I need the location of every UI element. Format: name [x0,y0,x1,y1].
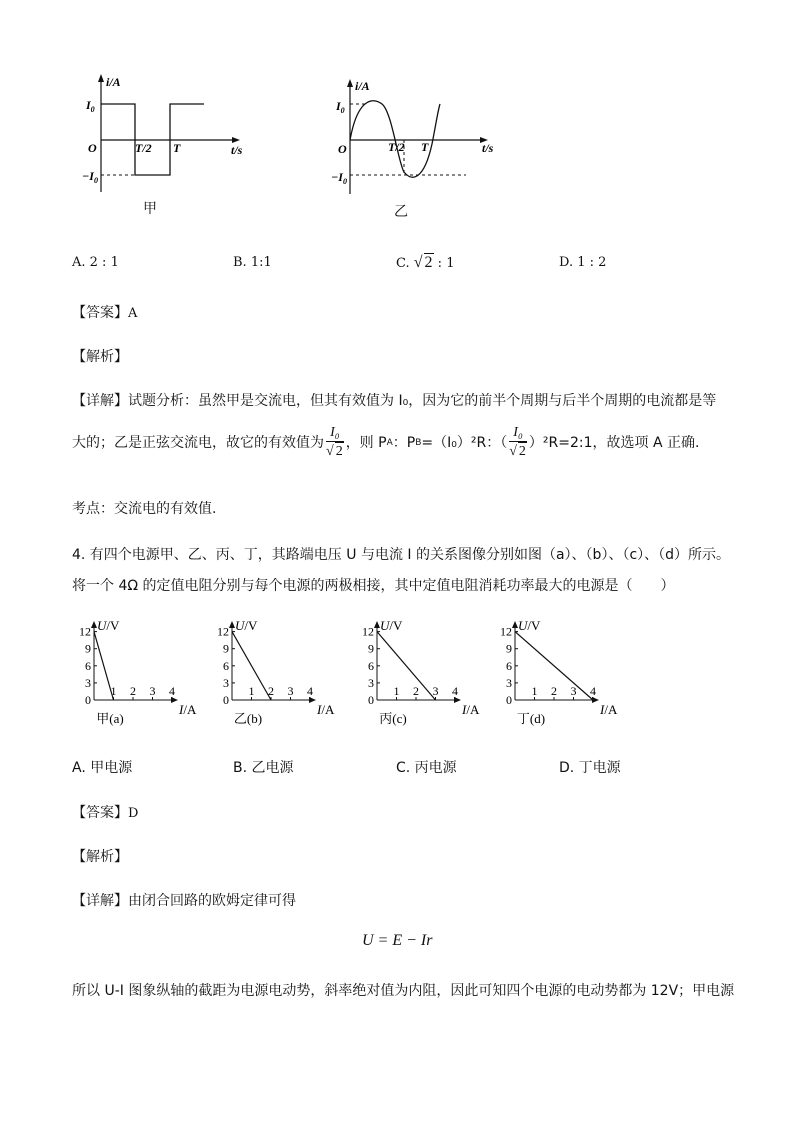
y-axis-label: i/A [106,75,121,89]
x-axis-label: I/A [600,702,618,717]
x-tick-label: 1 [531,684,538,698]
y-axis-arrow [98,74,104,82]
q3-analysis-tag: 【解析】 [72,349,128,365]
origin-label: O [88,141,97,155]
q4-option-b[interactable]: B. 乙电源 [233,760,294,776]
y-tick-label: 9 [506,641,512,656]
q3-option-b[interactable]: B. 1:1 [233,255,272,270]
chart-caption: 丙(c) [379,711,407,726]
x-tick-label: 4 [169,684,175,698]
q4-option-a[interactable]: A. 甲电源 [72,760,133,776]
y-tick-label: 3 [85,675,91,690]
x-tick-label: 4 [307,684,313,698]
chart-caption: 丁(d) [516,711,546,726]
chart-caption: 甲(a) [96,711,124,726]
ui-chart-1 [72,618,212,730]
origin-label: 0 [368,693,374,707]
x-axis-label: t/s [482,141,494,155]
origin-label: 0 [223,693,229,707]
fraction-i0-sqrt2: $\frac{\text{I₀}}{√ 2}$ [326,425,343,459]
y-tick-label: 12 [79,624,91,639]
y-tick-label: 12 [217,624,229,639]
origin-label: 0 [85,693,91,707]
q3-option-d[interactable]: D. 1 : 2 [559,255,607,270]
y-tick-label: 3 [368,675,374,690]
x-tick-label: 2 [268,684,274,698]
x-tick-label: 3 [287,684,294,698]
x-tick-label: 4 [590,684,596,698]
q4-stem-line1: 4. 有四个电源甲、乙、丙、丁，其路端电压 U 与电流 I 的关系图像分别如图（a）、（b）、（c）、（d）所示。 [72,547,731,563]
x-tick-label: 1 [393,684,400,698]
neg-i0-label: $-I_0$ [82,169,98,185]
x-tick-label: 1 [110,684,117,698]
x-tick-label: 3 [432,684,439,698]
x-tick-label: 2 [413,684,419,698]
q3-kaodian: 考点：交流电的有效值. [72,501,217,517]
y-tick-label: 12 [500,624,512,639]
x-tick-label: 1 [248,684,255,698]
x-tick-label: 2 [130,684,136,698]
q3-option-c[interactable]: C. √ 2 : 1 [396,254,455,271]
q4-option-d[interactable]: D. 丁电源 [559,760,621,776]
q3-answer: 【答案】A [72,305,138,321]
x-tick-label: 3 [149,684,156,698]
ui-chart-4 [493,618,633,730]
x-axis-label: t/s [231,143,243,157]
figure-caption-jia: 甲 [143,201,157,217]
sine-wave-line [350,101,440,177]
y-axis-arrow [347,79,353,87]
y-tick-label: 9 [368,641,374,656]
q4-answer: 【答案】D [72,805,139,821]
y-tick-label: 3 [223,675,229,690]
half-period-label: T/2 [388,140,405,154]
origin-label: 0 [506,693,512,707]
y-tick-label: 9 [223,641,229,656]
y-tick-label: 6 [368,658,374,673]
y-axis-label: U/V [235,618,258,633]
x-tick-label: 3 [570,684,577,698]
neg-i0-label: $-I_0$ [331,170,347,186]
ui-chart-3 [355,618,495,730]
q4-analysis-tag: 【解析】 [72,849,128,865]
period-label: T [421,140,429,154]
x-axis-label: I/A [462,702,480,717]
sine-wave-figure [328,76,518,206]
period-label: T [173,141,181,155]
y-axis-label: i/A [355,79,370,93]
fraction-i0-sqrt2-2: $\frac{\text{I₀}}{√ 2}$ [509,425,526,459]
y-axis-label: U/V [380,618,403,633]
y-tick-label: 12 [362,624,374,639]
i0-label: $I_0$ [86,98,95,114]
y-tick-label: 3 [506,675,512,690]
square-wave-figure [80,72,280,222]
chart-caption: 乙(b) [233,711,263,726]
q4-last-line: 所以 U-I 图象纵轴的截距为电源电动势，斜率绝对值为内阻，因此可知四个电源的电动势都为 12V；甲电源 [72,983,735,999]
q4-stem-line2: 将一个 4Ω 的定值电阻分别与每个电源的两极相接，其中定值电阻消耗功率最大的电源是（ ） [72,578,675,594]
y-axis-label: U/V [518,618,541,633]
y-tick-label: 6 [223,658,229,673]
y-tick-label: 6 [506,658,512,673]
ui-chart-2 [210,618,350,730]
q4-option-c[interactable]: C. 丙电源 [396,760,457,776]
y-axis-label: U/V [97,618,120,633]
i0-label: $I_0$ [336,99,345,115]
x-axis-label: I/A [317,702,335,717]
q3-option-a[interactable]: A. 2 : 1 [72,255,119,270]
origin-label: O [338,142,347,156]
x-tick-label: 4 [452,684,458,698]
q4-detail: 【详解】由闭合回路的欧姆定律可得 [72,893,296,909]
x-axis-label: I/A [179,702,197,717]
x-tick-label: 2 [551,684,557,698]
data-line [377,632,436,700]
ohm-formula: U = E − Ir [362,932,433,949]
y-tick-label: 9 [85,641,91,656]
figure-caption-yi: 乙 [394,204,408,220]
q3-detail-line1: 【详解】试题分析：虽然甲是交流电，但其有效值为 I₀，因为它的前半个周期与后半个周期的电流都是等 [72,393,717,409]
half-period-label: T/2 [135,141,152,155]
y-tick-label: 6 [85,658,91,673]
q3-detail-line2: 大的；乙是正弦交流电，故它的有效值为 $\frac{\text{I₀}}{√ 2}$ ，则 P A ：P B =（I₀）²R：（ $\frac{\text{I₀}}{√ 2}$ ）²R=2:1，故选项 A 正确. [72,425,700,459]
